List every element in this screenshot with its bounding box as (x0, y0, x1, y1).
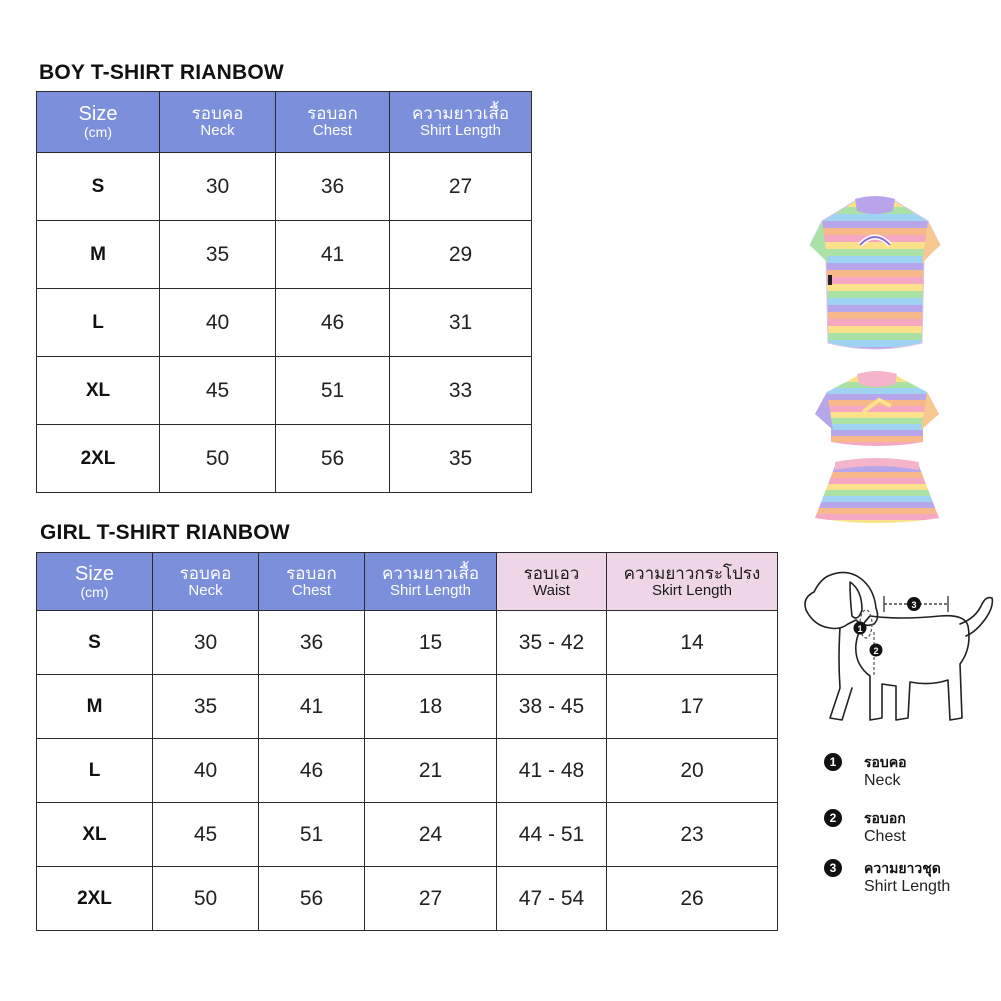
header-waist: รอบเอว Waist (497, 553, 607, 611)
neck-cell: 45 (153, 803, 259, 867)
header-shirt-length: ความยาวเสื้อ Shirt Length (365, 553, 497, 611)
header-size: Size (cm) (37, 553, 153, 611)
legend-thai-label: รอบอก (864, 810, 906, 826)
svg-text:1: 1 (857, 624, 863, 634)
waist-cell: 47 - 54 (497, 867, 607, 931)
girl-rainbow-set-image (805, 370, 950, 525)
svg-text:3: 3 (911, 600, 917, 610)
header-chest: รอบอก Chest (259, 553, 365, 611)
length-cell: 29 (390, 221, 532, 289)
table-row (37, 803, 778, 867)
girl-header-row (37, 553, 778, 611)
header-chest: รอบอก Chest (276, 92, 390, 153)
legend-thai-label: ความยาวชุด (864, 860, 941, 876)
chest-cell: 51 (259, 803, 365, 867)
waist-cell: 38 - 45 (497, 675, 607, 739)
skirt-length-cell: 26 (607, 867, 778, 931)
size-cell: S (37, 611, 153, 675)
length-cell: 33 (390, 357, 532, 425)
skirt-length-cell: 23 (607, 803, 778, 867)
chest-cell: 36 (276, 153, 390, 221)
dog-measurement-diagram (800, 568, 995, 733)
size-cell: XL (37, 357, 160, 425)
neck-cell: 30 (160, 153, 276, 221)
size-cell: 2XL (37, 425, 160, 493)
waist-cell: 44 - 51 (497, 803, 607, 867)
neck-cell: 35 (153, 675, 259, 739)
svg-text:2: 2 (873, 646, 879, 656)
length-cell: 15 (365, 611, 497, 675)
length-cell: 18 (365, 675, 497, 739)
legend-english-label: Shirt Length (864, 878, 951, 895)
chest-cell: 41 (276, 221, 390, 289)
length-cell: 21 (365, 739, 497, 803)
skirt-length-cell: 14 (607, 611, 778, 675)
skirt-length-cell: 20 (607, 739, 778, 803)
header-neck: รอบคอ Neck (153, 553, 259, 611)
header-shirt-length: ความยาวเสื้อ Shirt Length (390, 92, 532, 153)
size-cell: 2XL (37, 867, 153, 931)
chest-cell: 56 (276, 425, 390, 493)
legend-english-label: Chest (864, 828, 906, 845)
neck-cell: 45 (160, 357, 276, 425)
number-3-icon: 3 (824, 859, 842, 877)
table-row (37, 611, 778, 675)
neck-cell: 40 (160, 289, 276, 357)
size-cell: S (37, 153, 160, 221)
neck-cell: 50 (160, 425, 276, 493)
waist-cell: 35 - 42 (497, 611, 607, 675)
table-row (37, 425, 532, 493)
chest-cell: 51 (276, 357, 390, 425)
boy-table-title: BOY T-SHIRT RIANBOW (39, 61, 284, 84)
chest-cell: 36 (259, 611, 365, 675)
size-cell: L (37, 739, 153, 803)
length-cell: 35 (390, 425, 532, 493)
number-2-icon: 2 (824, 809, 842, 827)
length-cell: 27 (365, 867, 497, 931)
length-cell: 24 (365, 803, 497, 867)
chest-cell: 56 (259, 867, 365, 931)
girl-table-title: GIRL T-SHIRT RIANBOW (40, 521, 290, 544)
chest-cell: 41 (259, 675, 365, 739)
table-row (37, 289, 532, 357)
boy-size-table (36, 91, 532, 493)
neck-cell: 40 (153, 739, 259, 803)
header-neck: รอบคอ Neck (160, 92, 276, 153)
legend-english-label: Neck (864, 772, 901, 789)
table-row (37, 867, 778, 931)
skirt-length-cell: 17 (607, 675, 778, 739)
boy-rainbow-shirt-image (800, 193, 950, 358)
size-cell: M (37, 221, 160, 289)
table-row (37, 357, 532, 425)
neck-cell: 35 (160, 221, 276, 289)
chest-cell: 46 (259, 739, 365, 803)
neck-cell: 50 (153, 867, 259, 931)
size-cell: XL (37, 803, 153, 867)
header-skirt-length: ความยาวกระโปรง Skirt Length (607, 553, 778, 611)
table-row (37, 739, 778, 803)
table-row (37, 221, 532, 289)
girl-size-table (36, 552, 778, 931)
chest-cell: 46 (276, 289, 390, 357)
size-cell: M (37, 675, 153, 739)
header-size: Size (cm) (37, 92, 160, 153)
waist-cell: 41 - 48 (497, 739, 607, 803)
legend-thai-label: รอบคอ (864, 754, 907, 770)
table-row (37, 153, 532, 221)
length-cell: 31 (390, 289, 532, 357)
neck-cell: 30 (153, 611, 259, 675)
number-1-icon: 1 (824, 753, 842, 771)
table-row (37, 675, 778, 739)
boy-header-row (37, 92, 532, 153)
length-cell: 27 (390, 153, 532, 221)
size-cell: L (37, 289, 160, 357)
